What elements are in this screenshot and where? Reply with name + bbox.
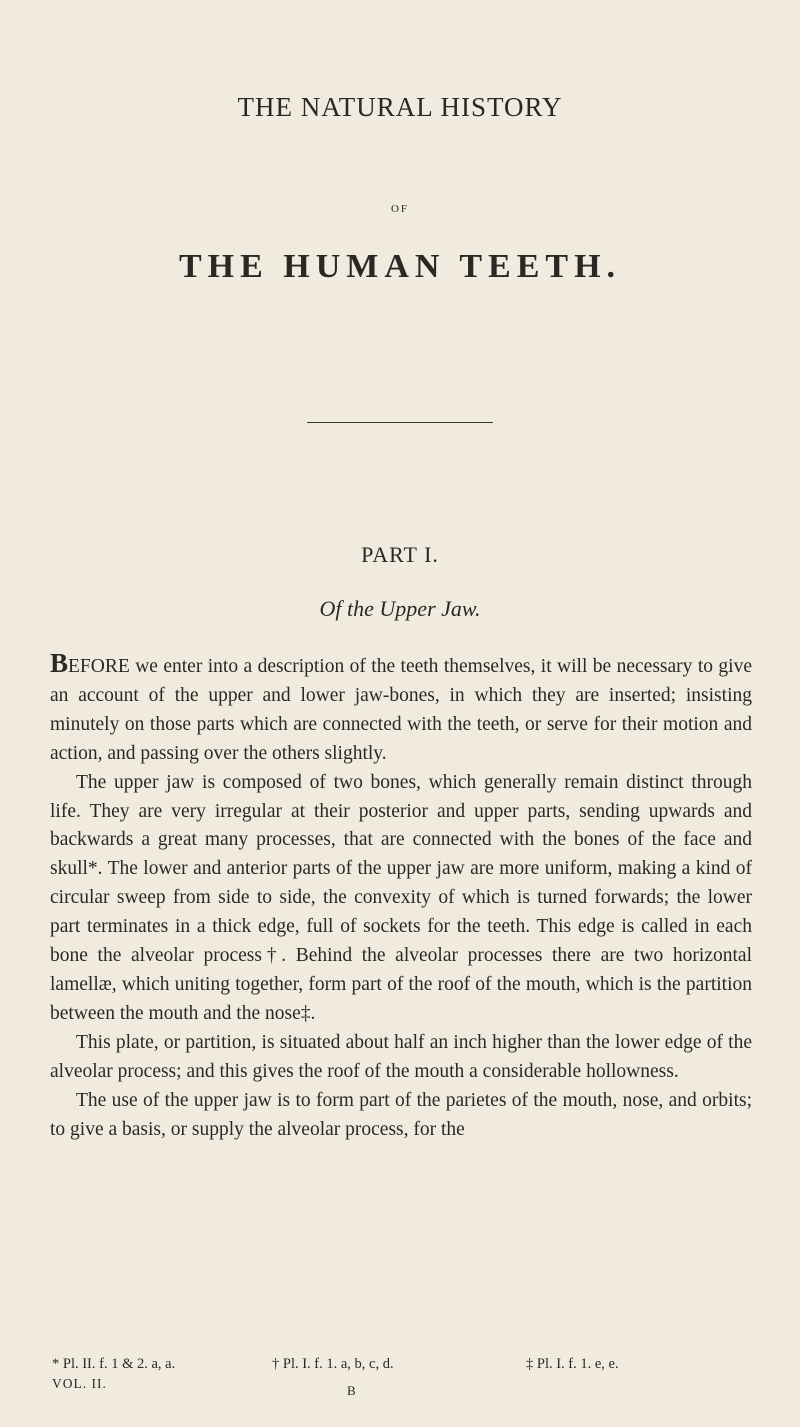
part-heading: PART I. (361, 542, 439, 567)
paragraph-4: The use of the upper jaw is to form part of the parietes of the mouth, nose, and orbits; to give a basis, or supply the alveolar process, for the (50, 1089, 752, 1140)
volume-mark: VOL. II. (52, 1376, 107, 1391)
footnote-3: ‡ Pl. I. f. 1. e, e. (526, 1356, 619, 1372)
paragraph-2: The upper jaw is composed of two bones, which generally remain distinct through life. They are very irregular at their posterior and upper parts, sending upwards and backwards a great many processes, that are connected with the bones of the face and skull*. The lower and anterior parts of the upper jaw are more uniform, making a kind of circular sweep from side to side, the convexity of which is turned forwards; the lower part terminates in a thick edge, full of sockets for the teeth. This edge is called in each bone the alveolar process†. Behind the alveolar processes there are two horizontal lamellæ, which uniting together, form part of the roof of the mouth, which is the partition between the mouth and the nose‡. (50, 771, 752, 1024)
paragraph-1-text: EFORE we enter into a description of the teeth themselves, it will be necessary to give an account of the upper and lower jaw-bones, in which they are inserted; insisting minutely on those parts which are connected with the teeth, or serve for their motion and action, and passing over the others slightly. (50, 656, 752, 764)
main-title: THE NATURAL HISTORY (237, 92, 563, 122)
footnote-1: * Pl. II. f. 1 & 2. a, a. (52, 1356, 176, 1372)
signature-mark: B (347, 1383, 356, 1398)
body-text (50, 650, 752, 1144)
paragraph-3: This plate, or partition, is situated about half an inch higher than the lower edge of the alveolar process; and this gives the roof of the mouth a considerable hollowness. (50, 1031, 752, 1082)
footnote-2: † Pl. I. f. 1. a, b, c, d. (272, 1356, 394, 1372)
paragraph-1 (50, 650, 752, 769)
title-connector: OF (390, 203, 410, 215)
drop-capital: B (50, 648, 69, 678)
title-divider (307, 422, 493, 423)
section-heading: Of the Upper Jaw. (319, 596, 481, 621)
subject-title: THE HUMAN TEETH. (178, 248, 622, 285)
